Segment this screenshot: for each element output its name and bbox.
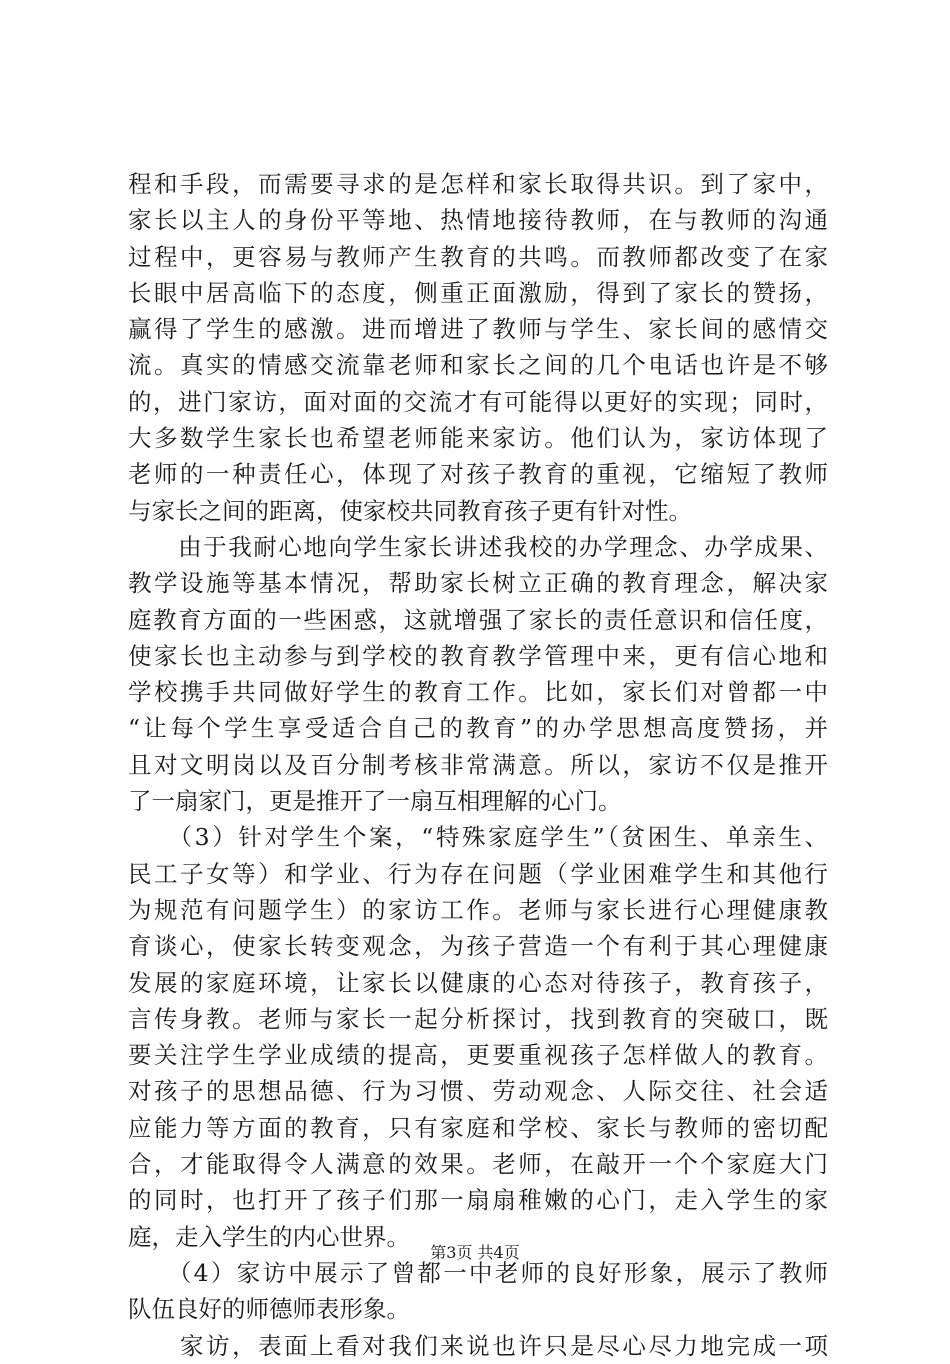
text-line: 对孩子的思想品德、行为习惯、劳动观念、人际交往、社会适 — [128, 1077, 828, 1106]
text-line: 与家长之间的距离，使家校共同教育孩子更有针对性。 — [128, 496, 692, 525]
text-line: 育谈心，使家长转变观念，为孩子营造一个有利于其心理健康 — [128, 932, 828, 961]
text-line: 老师的一种责任心，体现了对孩子教育的重视，它缩短了教师 — [128, 460, 828, 489]
text-line: 使家长也主动参与到学校的教育教学管理中来，更有信心地和 — [128, 641, 828, 670]
text-line: 合，才能取得令人满意的效果。老师，在敲开一个个家庭大门 — [128, 1150, 828, 1179]
text-line: 了一扇家门，更是推开了一扇互相理解的心门。 — [128, 787, 622, 816]
text-line: 由于我耐心地向学生家长讲述我校的办学理念、办学成果、 — [128, 532, 828, 561]
text-line: 的，进门家访，面对面的交流才有可能得以更好的实现；同时， — [128, 387, 828, 416]
text-line: 的同时，也打开了孩子们那一扇扇稚嫩的心门，走入学生的家 — [128, 1186, 828, 1215]
text-line: 且对文明岗以及百分制考核非常满意。所以，家访不仅是推开 — [128, 750, 828, 779]
text-line: 庭，走入学生的内心世界。 — [128, 1222, 410, 1251]
text-line: （4）家访中展示了曾都一中老师的良好形象，展示了教师 — [128, 1258, 828, 1287]
page-footer: 第3页 共4页 — [430, 1243, 520, 1262]
text-line: 流。真实的情感交流靠老师和家长之间的几个电话也许是不够 — [128, 351, 828, 380]
text-line: 过程中，更容易与教师产生教育的共鸣。而教师都改变了在家 — [128, 242, 828, 271]
text-line: 言传身教。老师与家长一起分析探讨，找到教育的突破口，既 — [128, 1004, 828, 1033]
text-line: 要关注学生学业成绩的提高，更要重视孩子怎样做人的教育。 — [128, 1041, 828, 1070]
text-line: 长眼中居高临下的态度，侧重正面激励，得到了家长的赞扬， — [128, 278, 828, 307]
text-line: （3）针对学生个案，“特殊家庭学生”（贫困生、单亲生、 — [128, 823, 828, 852]
text-line: 程和手段，而需要寻求的是怎样和家长取得共识。到了家中， — [128, 170, 828, 198]
text-line: 发展的家庭环境，让家长以健康的心态对待孩子，教育孩子， — [128, 968, 828, 997]
text-line: 大多数学生家长也希望老师能来家访。他们认为，家访体现了 — [128, 424, 828, 453]
document-body — [128, 166, 828, 1364]
text-line: 学校携手共同做好学生的教育工作。比如，家长们对曾都一中 — [128, 678, 828, 707]
text-line: 家长以主人的身份平等地、热情地接待教师，在与教师的沟通 — [128, 206, 828, 235]
text-line: 教学设施等基本情况，帮助家长树立正确的教育理念，解决家 — [128, 569, 828, 598]
text-line: 家访，表面上看对我们来说也许只是尽心尽力地完成一项 — [128, 1331, 828, 1360]
text-line: 赢得了学生的感激。进而增进了教师与学生、家长间的感情交 — [128, 315, 828, 344]
text-line: 庭教育方面的一些困惑，这就增强了家长的责任意识和信任度， — [128, 605, 828, 634]
text-line: 为规范有问题学生）的家访工作。老师与家长进行心理健康教 — [128, 895, 828, 924]
text-line: 民工子女等）和学业、行为存在问题（学业困难学生和其他行 — [128, 859, 828, 888]
text-line: 应能力等方面的教育，只有家庭和学校、家长与教师的密切配 — [128, 1113, 828, 1142]
text-line: “让每个学生享受适合自己的教育”的办学思想高度赞扬，并 — [128, 714, 828, 743]
text-line: 队伍良好的师德师表形象。 — [128, 1295, 410, 1324]
